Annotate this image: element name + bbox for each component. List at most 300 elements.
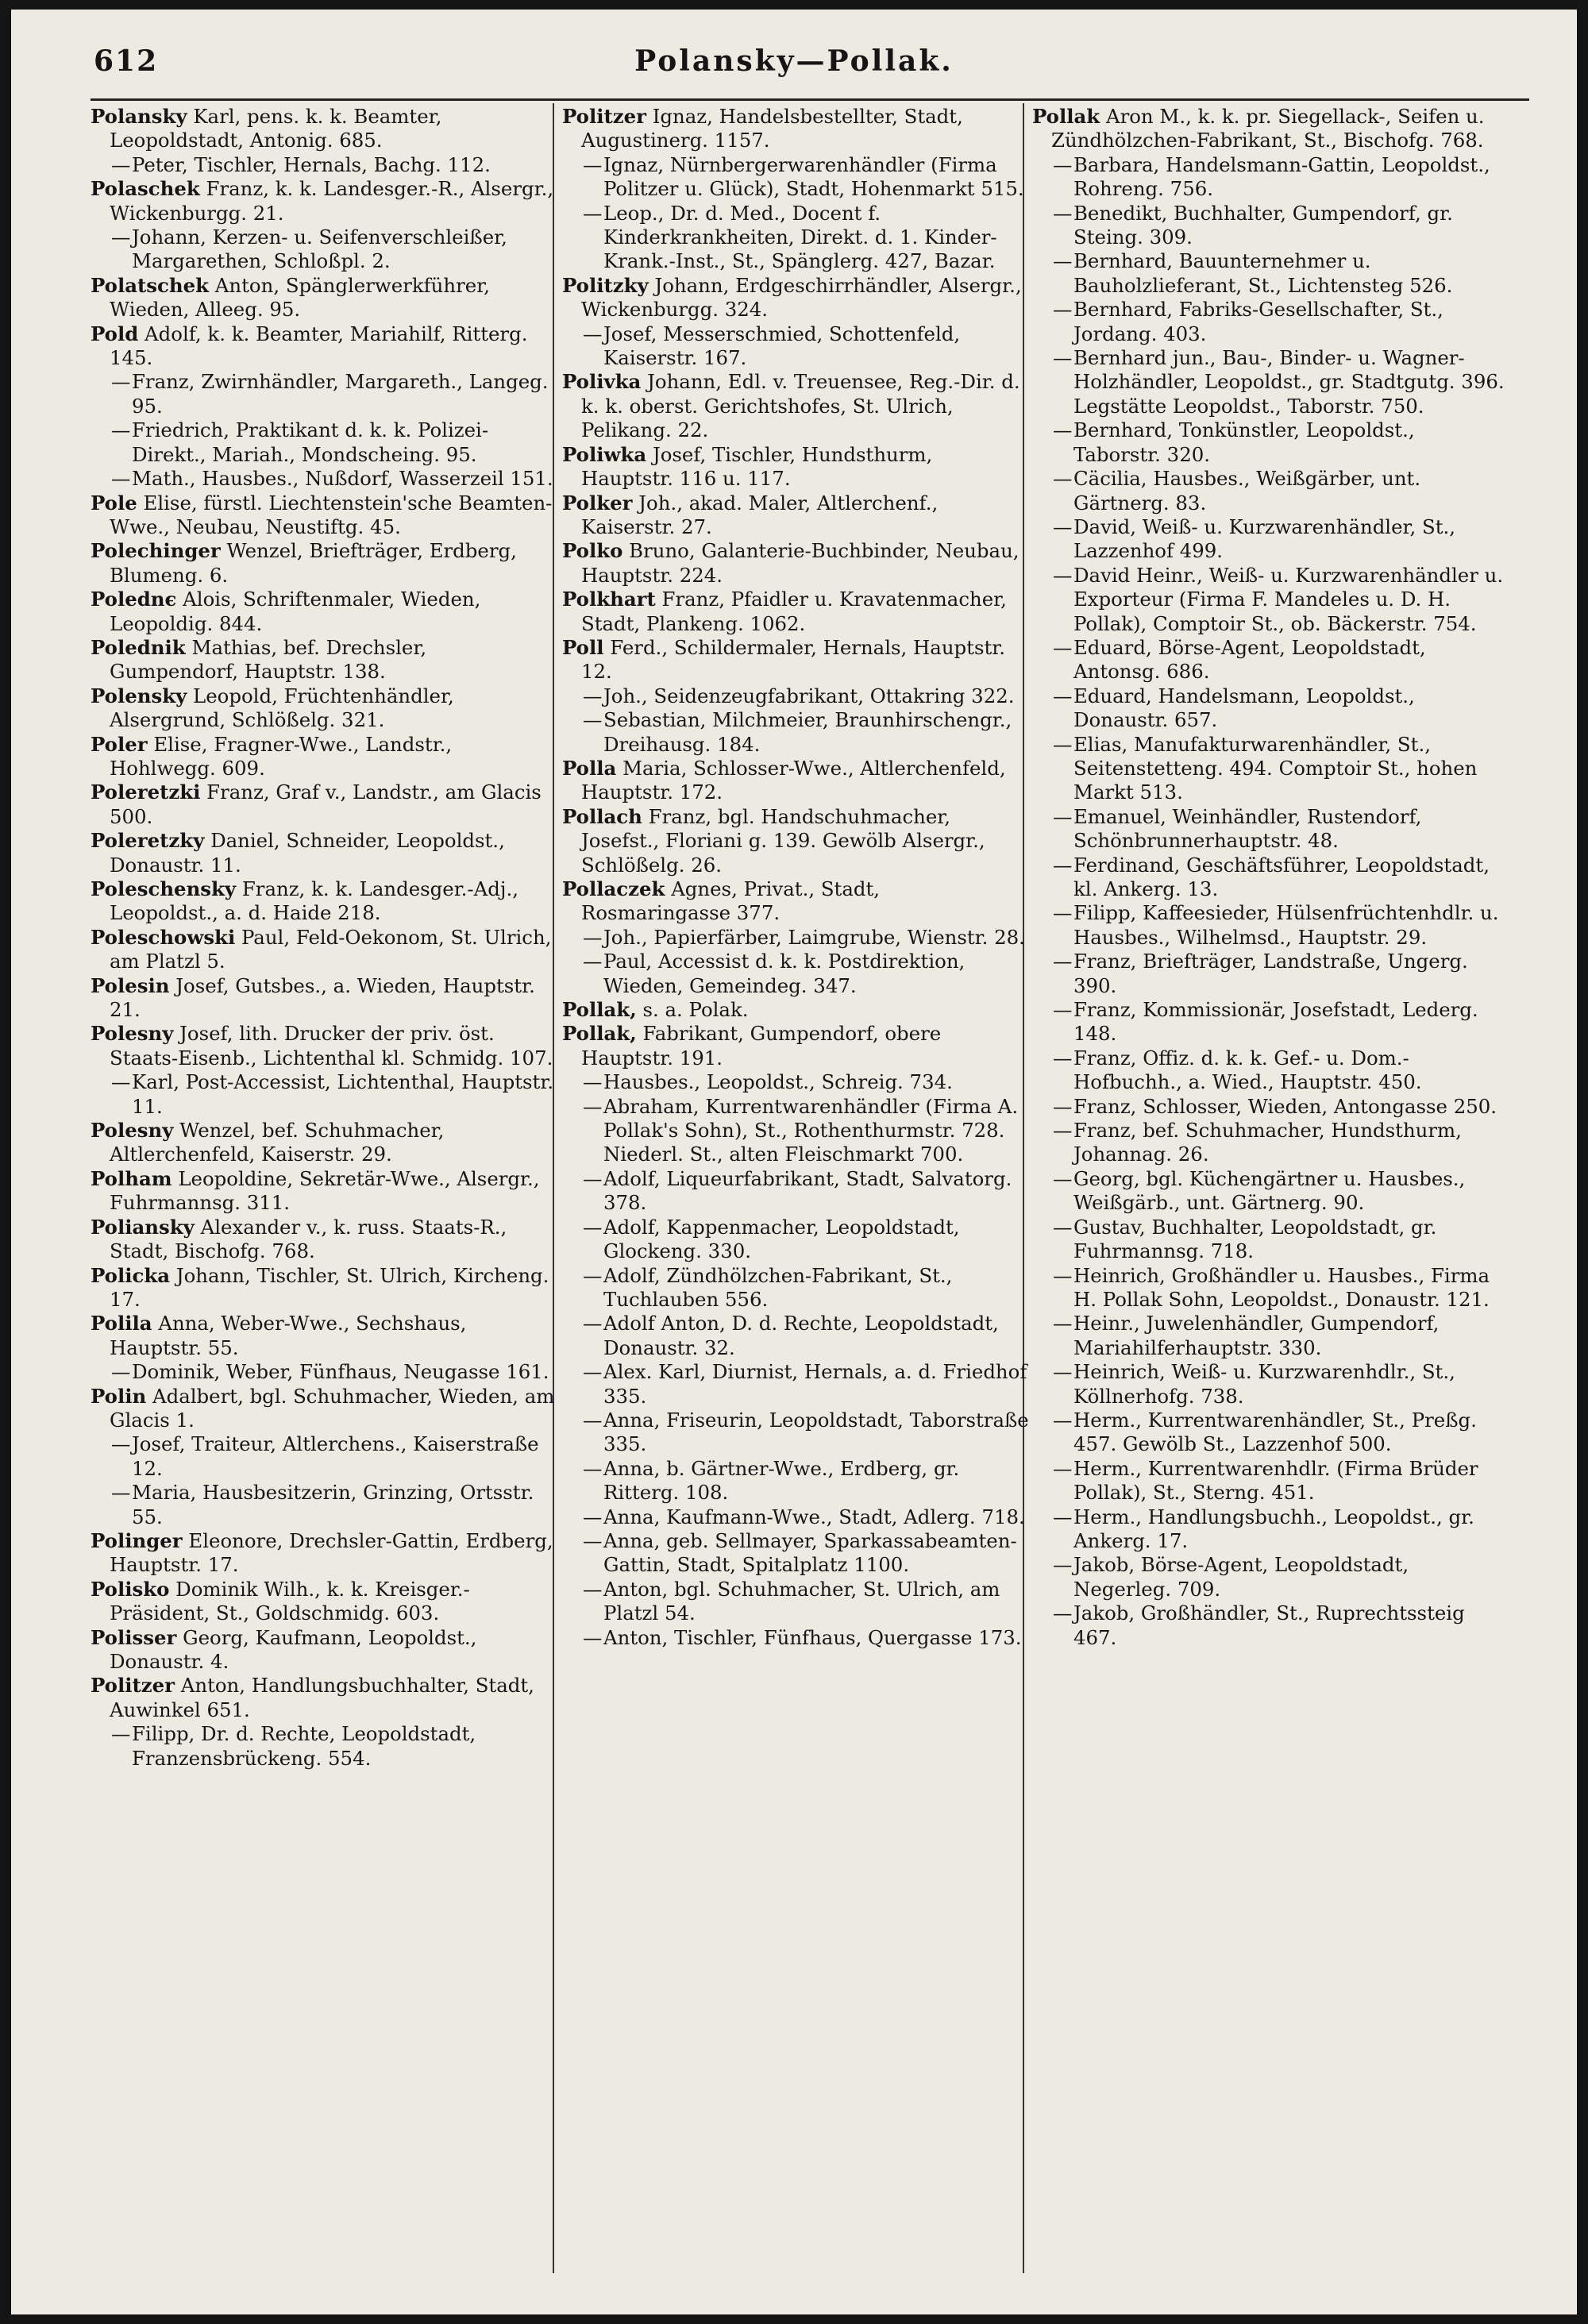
entry-details: Mathias, bef. Drechsler, Gumpendorf, Hauptstr. 138.	[110, 635, 427, 684]
ditto-dash: —	[1053, 152, 1073, 176]
entry-details: Eduard, Börse-Agent, Leopoldstadt, Antonsg. 686.	[1073, 635, 1426, 684]
directory-entry	[562, 757, 1031, 805]
directory-entry	[91, 1360, 559, 1384]
entry-details: Heinrich, Großhändler u. Hausbes., Firma H. Pollak Sohn, Leopoldst., Donaustr. 121.	[1073, 1263, 1490, 1311]
directory-entry	[1032, 1046, 1505, 1095]
directory-entry	[1032, 854, 1505, 902]
entry-details: Karl, Post-Accessist, Lichtenthal, Hauptstr. 11.	[132, 1070, 554, 1118]
directory-entry	[562, 926, 1031, 950]
ditto-dash: —	[1053, 1601, 1073, 1625]
directory-entry	[562, 105, 1031, 153]
entry-details: Wenzel, bef. Schuhmacher, Altlerchenfeld, Kaiserstr. 29.	[110, 1119, 445, 1166]
entry-details: Elise, Fragner-Wwe., Landstr., Hohlwegg. 609.	[110, 732, 453, 780]
entry-details: Johann, Edl. v. Treuensee, Reg.-Dir. d. k. k. oberst. Gerichtshofes, St. Ulrich, Pelikang. 22.	[581, 370, 1020, 442]
entry-details: Franz, Graf v., Landstr., am Glacis 500.	[110, 780, 542, 828]
entry-details: Anton, bgl. Schuhmacher, St. Ulrich, am Platzl 54.	[603, 1577, 1000, 1625]
directory-entry	[91, 1119, 559, 1167]
ditto-dash: —	[1053, 1046, 1073, 1070]
entry-details: Daniel, Schneider, Leopoldst., Donaustr. 11.	[110, 829, 505, 877]
directory-entry	[91, 974, 559, 1023]
ditto-dash: —	[1053, 732, 1073, 756]
entry-details: Ignaz, Nürnbergerwarenhändler (Firma Politzer u. Glück), Stadt, Hohenmarkt 515.	[603, 152, 1024, 201]
entry-surname: Polaschek	[91, 177, 200, 201]
ditto-dash: —	[1053, 1166, 1073, 1190]
entry-surname: Polin	[91, 1384, 147, 1408]
entry-details: Josef, Gutsbes., a. Wieden, Hauptstr. 21.	[110, 973, 535, 1022]
directory-entry	[1032, 564, 1505, 636]
entry-details: Ferdinand, Geschäftsführer, Leopoldstadt, kl. Ankerg. 13.	[1073, 853, 1490, 900]
entry-details: Paul, Accessist d. k. k. Postdirektion, Wieden, Gemeindeg. 347.	[603, 950, 966, 997]
ditto-dash: —	[111, 225, 131, 249]
ditto-dash: —	[1053, 249, 1073, 273]
entry-surname: Poleretzki	[91, 780, 201, 804]
directory-entry	[91, 636, 559, 684]
entry-details: Anna, Kaufmann-Wwe., Stadt, Adlerg. 718.	[603, 1505, 1025, 1528]
directory-entry	[1032, 1119, 1505, 1167]
entry-details: Franz, Briefträger, Landstraße, Ungerg. 390.	[1073, 950, 1468, 997]
directory-entry	[1032, 1360, 1505, 1409]
directory-entry	[1032, 998, 1505, 1046]
entry-surname: Polechinger	[91, 539, 221, 563]
entry-surname: Polatschek	[91, 273, 210, 297]
entry-details: Anna, Friseurin, Leopoldstadt, Taborstraße 335.	[603, 1408, 1029, 1456]
entry-details: Elias, Manufakturwarenhändler, St., Seitenstetteng. 494. Comptoir St., hohen Markt 513.	[1073, 732, 1478, 804]
ditto-dash: —	[111, 467, 131, 491]
entry-details: Johann, Tischler, St. Ulrich, Kircheng. 17.	[110, 1263, 549, 1311]
directory-column-1	[91, 105, 559, 1771]
entry-surname: Poliansky	[91, 1215, 195, 1239]
directory-entry	[91, 105, 559, 153]
directory-entry	[91, 1626, 559, 1675]
entry-details: Anton, Handlungsbuchhalter, Stadt, Auwinkel 651.	[110, 1674, 534, 1721]
entry-details: Aron M., k. k. pr. Siegellack-, Seifen u. Zündhölzchen-Fabrikant, St., Bischofg. 768.	[1051, 105, 1485, 152]
directory-entry	[562, 370, 1031, 442]
entry-details: Franz, bgl. Handschuhmacher, Josefst., Floriani g. 139. Gewölb Alsergr., Schlößelg. 26.	[581, 804, 985, 877]
entry-details: Adalbert, bgl. Schuhmacher, Wieden, am Glacis 1.	[110, 1384, 555, 1432]
directory-entry	[562, 950, 1031, 998]
directory-entry	[562, 708, 1031, 757]
directory-entry	[562, 684, 1031, 708]
ditto-dash: —	[1053, 901, 1073, 925]
directory-entry	[91, 1167, 559, 1216]
entry-details: Eduard, Handelsmann, Leopoldst., Donaustr. 657.	[1073, 684, 1415, 732]
ditto-dash: —	[583, 684, 603, 707]
ditto-dash: —	[583, 1528, 603, 1552]
directory-entry	[562, 202, 1031, 274]
directory-entry	[1032, 298, 1505, 346]
entry-details: Herm., Kurrentwarenhdlr. (Firma Brüder Pollak), St., Sterng. 451.	[1073, 1456, 1478, 1505]
ditto-dash: —	[1053, 563, 1073, 587]
ditto-dash: —	[583, 1215, 603, 1239]
directory-entry	[91, 1432, 559, 1481]
page-number: 612	[94, 44, 159, 78]
entry-details: Josef, Tischler, Hundsthurm, Hauptstr. 116 u. 117.	[581, 442, 933, 491]
entry-details: Heinr., Juwelenhändler, Gumpendorf, Mariahilferhauptstr. 330.	[1073, 1312, 1440, 1359]
entry-details: Ignaz, Handelsbestellter, Stadt, Augustinerg. 1157.	[581, 105, 963, 152]
entry-surname: Polkhart	[562, 588, 656, 611]
entry-details: Georg, bgl. Küchengärtner u. Hausbes., Weißgärb., unt. Gärtnerg. 90.	[1073, 1166, 1466, 1215]
directory-entry	[562, 1457, 1031, 1505]
ditto-dash: —	[583, 1505, 603, 1528]
directory-entry	[1032, 346, 1505, 418]
ditto-dash: —	[111, 418, 131, 442]
directory-entry	[562, 1264, 1031, 1312]
entry-surname: Polednik	[91, 635, 186, 659]
directory-entry	[562, 588, 1031, 636]
ditto-dash: —	[1053, 950, 1073, 973]
entry-details: Sebastian, Milchmeier, Braunhirschengr., Dreihausg. 184.	[603, 708, 1012, 756]
ditto-dash: —	[583, 152, 603, 176]
ditto-dash: —	[1053, 853, 1073, 877]
entry-surname: Polham	[91, 1166, 172, 1190]
ditto-dash: —	[583, 1625, 603, 1649]
directory-entry	[91, 780, 559, 829]
entry-details: Franz, Schlosser, Wieden, Antongasse 250.	[1073, 1094, 1497, 1118]
ditto-dash: —	[1053, 998, 1073, 1022]
entry-surname: Polensky	[91, 684, 187, 707]
directory-entry	[562, 1312, 1031, 1360]
ditto-dash: —	[1053, 418, 1073, 442]
directory-entry	[562, 1022, 1031, 1070]
entry-surname: Polivka	[562, 370, 642, 394]
directory-entry	[562, 1409, 1031, 1457]
directory-entry	[1032, 1264, 1505, 1312]
directory-entry	[1032, 1216, 1505, 1264]
entry-surname: Politzer	[91, 1674, 175, 1698]
directory-entry	[91, 1578, 559, 1626]
entry-details: Franz, Offiz. d. k. k. Gef.- u. Dom.-Hofbuchh., a. Wied., Hauptstr. 450.	[1073, 1046, 1422, 1094]
entry-details: Georg, Kaufmann, Leopoldst., Donaustr. 4.	[110, 1625, 477, 1673]
directory-entry	[562, 153, 1031, 202]
directory-entry	[1032, 467, 1505, 515]
ditto-dash: —	[583, 1094, 603, 1118]
entry-details: Alexander v., k. russ. Staats-R., Stadt, Bischofg. 768.	[110, 1215, 507, 1263]
entry-details: Adolf, Liqueurfabrikant, Stadt, Salvatorg. 378.	[603, 1166, 1012, 1215]
entry-surname: Pold	[91, 322, 139, 345]
entry-details: Herm., Kurrentwarenhändler, St., Preßg. 457. Gewölb St., Lazzenhof 500.	[1073, 1408, 1477, 1456]
entry-details: Wenzel, Briefträger, Erdberg, Blumeng. 6.	[110, 539, 517, 587]
entry-details: Benedikt, Buchhalter, Gumpendorf, gr. Steing. 309.	[1073, 201, 1453, 249]
directory-column-3	[1032, 105, 1505, 1650]
page-header	[11, 44, 1577, 84]
entry-details: Johann, Kerzen- u. Seifenverschleißer, Margarethen, Schloßpl. 2.	[132, 225, 507, 273]
entry-details: Joh., akad. Maler, Altlerchenf., Kaiserstr. 27.	[581, 491, 939, 538]
header-rule	[91, 98, 1529, 101]
entry-details: Bernhard, Fabriks-Gesellschafter, St., Jordang. 403.	[1073, 298, 1443, 345]
entry-details: Franz, bef. Schuhmacher, Hundsthurm, Johannag. 26.	[1073, 1119, 1462, 1166]
directory-entry	[91, 1722, 559, 1771]
directory-entry	[91, 491, 559, 540]
entry-details: Dominik Wilh., k. k. Kreisger.-Präsident, St., Goldschmidg. 603.	[110, 1577, 470, 1625]
directory-entry	[562, 539, 1031, 588]
directory-entry	[562, 1360, 1031, 1409]
entry-surname: Poleschensky	[91, 877, 237, 900]
directory-entry	[1032, 733, 1505, 805]
entry-details: Johann, Erdgeschirrhändler, Alsergr., Wickenburgg. 324.	[581, 273, 1022, 322]
directory-entry	[91, 322, 559, 371]
directory-entry	[1032, 1095, 1505, 1119]
ditto-dash: —	[583, 1166, 603, 1190]
ditto-dash: —	[1053, 804, 1073, 828]
entry-details: Elise, fürstl. Liechtenstein'sche Beamten-Wwe., Neubau, Neustiftg. 45.	[110, 491, 553, 538]
directory-entry	[562, 805, 1031, 877]
entry-details: Maria, Schlosser-Wwe., Altlerchenfeld, Hauptstr. 172.	[581, 756, 1006, 804]
entry-surname: Politzer	[562, 105, 646, 128]
directory-column-2	[562, 105, 1031, 1650]
directory-entry	[91, 418, 559, 467]
entry-details: Adolf, Zündhölzchen-Fabrikant, St., Tuchlauben 556.	[603, 1263, 953, 1311]
ditto-dash: —	[1053, 1408, 1073, 1432]
directory-entry	[91, 1674, 559, 1722]
entry-details: Fabrikant, Gumpendorf, obere Hauptstr. 191.	[581, 1022, 942, 1070]
directory-entry	[91, 1022, 559, 1070]
directory-entry	[1032, 153, 1505, 202]
ditto-dash: —	[583, 1456, 603, 1480]
entry-surname: Poleretzky	[91, 829, 205, 853]
entry-details: Heinrich, Weiß- u. Kurzwarenhdlr., St., Köllnerhofg. 738.	[1073, 1360, 1455, 1408]
directory-entry	[1032, 901, 1505, 950]
entry-details: Eleonore, Drechsler-Gattin, Erdberg, Hauptstr. 17.	[110, 1528, 553, 1577]
directory-entry	[562, 1529, 1031, 1578]
ditto-dash: —	[1053, 1215, 1073, 1239]
entry-surname: Polisser	[91, 1625, 177, 1649]
entry-surname: Pollaczek	[562, 877, 665, 900]
entry-surname: Politzky	[562, 273, 649, 297]
ditto-dash: —	[583, 1360, 603, 1384]
ditto-dash: —	[583, 322, 603, 345]
ditto-dash: —	[1053, 1553, 1073, 1577]
directory-entry	[562, 998, 1031, 1022]
ditto-dash: —	[1053, 1119, 1073, 1143]
entry-surname: Polko	[562, 539, 623, 563]
entry-details: Cäcilia, Hausbes., Weißgärber, unt. Gärtnerg. 83.	[1073, 467, 1421, 515]
directory-entry	[91, 1070, 559, 1119]
directory-entry	[562, 1070, 1031, 1094]
directory-entry	[91, 829, 559, 877]
entry-details: Filipp, Dr. d. Rechte, Leopoldstadt, Franzensbrückeng. 554.	[132, 1722, 476, 1770]
directory-entry	[91, 1529, 559, 1578]
directory-entry	[562, 1626, 1031, 1650]
directory-entry	[562, 1216, 1031, 1264]
ditto-dash: —	[111, 370, 131, 394]
directory-entry	[562, 322, 1031, 371]
entry-surname: Polinger	[91, 1528, 183, 1552]
entry-details: s. a. Polak.	[642, 998, 749, 1022]
directory-entry	[91, 274, 559, 322]
entry-surname: Poll	[562, 635, 604, 659]
ditto-dash: —	[583, 1408, 603, 1432]
directory-entry	[1032, 1167, 1505, 1216]
ditto-dash: —	[583, 925, 603, 949]
directory-entry	[562, 1505, 1031, 1529]
directory-entry	[91, 225, 559, 274]
entry-surname: Polesin	[91, 973, 170, 997]
ditto-dash: —	[111, 1481, 131, 1505]
directory-entry	[562, 274, 1031, 322]
entry-details: Math., Hausbes., Nußdorf, Wasserzeil 151.	[132, 467, 553, 491]
directory-entry	[91, 926, 559, 974]
entry-details: Franz, Kommissionär, Josefstadt, Lederg. 148.	[1073, 998, 1478, 1046]
ditto-dash: —	[1053, 201, 1073, 225]
directory-entry	[91, 1481, 559, 1529]
directory-entry	[562, 1095, 1031, 1167]
directory-entry	[1032, 1312, 1505, 1360]
directory-entry	[91, 1312, 559, 1360]
entry-details: Filipp, Kaffeesieder, Hülsenfrüchtenhdlr. u. Hausbes., Wilhelmsd., Hauptstr. 29.	[1073, 901, 1499, 949]
entry-surname: Pollak,	[562, 998, 637, 1022]
entry-details: Bernhard jun., Bau-, Binder- u. Wagner-Holzhändler, Leopoldst., gr. Stadtgutg. 396. Legstätte Leopoldst., Taborstr. 750.	[1073, 346, 1505, 418]
directory-entry	[1032, 1409, 1505, 1457]
directory-entry	[91, 153, 559, 177]
directory-entry	[91, 684, 559, 733]
entry-details: Paul, Feld-Oekonom, St. Ulrich, am Platzl 5.	[110, 925, 552, 973]
directory-entry	[91, 467, 559, 491]
entry-details: Leopoldine, Sekretär-Wwe., Alsergr., Fuhrmannsg. 311.	[110, 1166, 540, 1215]
entry-surname: Polesny	[91, 1119, 174, 1143]
entry-surname: Poler	[91, 732, 148, 756]
entry-details: Friedrich, Praktikant d. k. k. Polizei-Direkt., Mariah., Mondscheing. 95.	[132, 418, 489, 466]
directory-entry	[1032, 249, 1505, 298]
directory-entry	[91, 588, 559, 636]
entry-details: Josef, Messerschmied, Schottenfeld, Kaiserstr. 167.	[603, 322, 961, 370]
entry-details: Anna, Weber-Wwe., Sechshaus, Hauptstr. 55.	[110, 1312, 467, 1359]
directory-entry	[562, 1167, 1031, 1216]
directory-entry	[1032, 1553, 1505, 1601]
ditto-dash: —	[1053, 635, 1073, 659]
directory-entry	[1032, 684, 1505, 733]
ditto-dash: —	[1053, 298, 1073, 322]
directory-entry	[1032, 950, 1505, 998]
directory-entry	[91, 539, 559, 588]
ditto-dash: —	[111, 1432, 131, 1456]
ditto-dash: —	[1053, 1263, 1073, 1287]
entry-details: Karl, pens. k. k. Beamter, Leopoldstadt, Antonig. 685.	[110, 105, 442, 152]
entry-details: Emanuel, Weinhändler, Rustendorf, Schönbrunnerhauptstr. 48.	[1073, 804, 1422, 853]
entry-details: Josef, Traiteur, Altlerchens., Kaiserstraße 12.	[132, 1432, 539, 1480]
directory-entry	[91, 1385, 559, 1433]
entry-details: Anna, geb. Sellmayer, Sparkassabeamten-Gattin, Stadt, Spitalplatz 1100.	[603, 1528, 1017, 1577]
directory-entry	[1032, 805, 1505, 854]
directory-entry	[1032, 1505, 1505, 1554]
ditto-dash: —	[1053, 684, 1073, 707]
entry-details: Anna, b. Gärtner-Wwe., Erdberg, gr. Ritterg. 108.	[603, 1456, 960, 1505]
entry-details: Adolf, k. k. Beamter, Mariahilf, Ritterg. 145.	[110, 322, 528, 370]
entry-details: Peter, Tischler, Hernals, Bachg. 112.	[132, 152, 491, 176]
entry-surname: Polila	[91, 1312, 152, 1335]
entry-details: Dominik, Weber, Fünfhaus, Neugasse 161.	[132, 1360, 549, 1384]
entry-surname: Polesny	[91, 1022, 174, 1046]
directory-page	[11, 10, 1577, 2314]
entry-details: Adolf, Kappenmacher, Leopoldstadt, Glockeng. 330.	[603, 1215, 960, 1263]
directory-entry	[562, 491, 1031, 540]
ditto-dash: —	[1053, 467, 1073, 491]
ditto-dash: —	[111, 1070, 131, 1094]
ditto-dash: —	[1053, 1505, 1073, 1528]
entry-details: Alois, Schriftenmaler, Wieden, Leopoldig. 844.	[110, 588, 481, 635]
directory-entry	[1032, 1457, 1505, 1505]
entry-details: Agnes, Privat., Stadt, Rosmaringasse 377.	[581, 877, 881, 925]
entry-details: Franz, Zwirnhändler, Margareth., Langeg. 95.	[132, 370, 549, 418]
entry-surname: Polednє	[91, 588, 177, 611]
ditto-dash: —	[1053, 1360, 1073, 1384]
entry-details: Maria, Hausbesitzerin, Grinzing, Ortsstr. 55.	[132, 1481, 534, 1528]
entry-surname: Pollak	[1032, 105, 1100, 128]
ditto-dash: —	[1053, 515, 1073, 538]
entry-details: Franz, Pfaidler u. Kravatenmacher, Stadt, Plankeng. 1062.	[581, 588, 1007, 635]
directory-entry	[1032, 636, 1505, 684]
directory-entry	[562, 636, 1031, 684]
ditto-dash: —	[583, 1070, 603, 1094]
entry-details: Joh., Papierfärber, Laimgrube, Wienstr. 28.	[603, 925, 1025, 949]
entry-details: Bernhard, Tonkünstler, Leopoldst., Taborstr. 320.	[1073, 418, 1415, 466]
entry-surname: Polker	[562, 491, 633, 515]
entry-details: Josef, lith. Drucker der priv. öst. Staats-Eisenb., Lichtenthal kl. Schmidg. 107.	[110, 1022, 553, 1070]
entry-details: Hausbes., Leopoldst., Schreig. 734.	[603, 1070, 953, 1094]
ditto-dash: —	[583, 1312, 603, 1335]
entry-details: Alex. Karl, Diurnist, Hernals, a. d. Friedhof 335.	[603, 1360, 1027, 1408]
ditto-dash: —	[1053, 1312, 1073, 1335]
entry-details: Joh., Seidenzeugfabrikant, Ottakring 322.	[603, 684, 1015, 707]
entry-details: Adolf Anton, D. d. Rechte, Leopoldstadt, Donaustr. 32.	[603, 1312, 999, 1359]
entry-details: Bernhard, Bauunternehmer u. Bauholzlieferant, St., Lichtensteg 526.	[1073, 249, 1453, 297]
ditto-dash: —	[583, 1577, 603, 1601]
directory-entry	[1032, 418, 1505, 467]
entry-details: Abraham, Kurrentwarenhändler (Firma A. Pollak's Sohn), St., Rothenthurmstr. 728. Niederl. St., alten Fleischmarkt 700.	[603, 1094, 1019, 1166]
entry-details: Leopold, Früchtenhändler, Alsergrund, Schlößelg. 321.	[110, 684, 454, 732]
entry-details: Barbara, Handelsmann-Gattin, Leopoldst., Rohreng. 756.	[1073, 152, 1490, 201]
directory-entry	[562, 877, 1031, 926]
ditto-dash: —	[111, 1360, 131, 1384]
entry-surname: Poleschowski	[91, 925, 236, 949]
directory-entry	[562, 1578, 1031, 1626]
directory-entry	[91, 733, 559, 781]
directory-entry	[1032, 105, 1505, 153]
entry-details: Leop., Dr. d. Med., Docent f. Kinderkrankheiten, Direkt. d. 1. Kinder-Krank.-Inst., St., Spänglerg. 427, Bazar.	[603, 201, 997, 273]
ditto-dash: —	[111, 1722, 131, 1746]
entry-details: David Heinr., Weiß- u. Kurzwarenhändler u. Exporteur (Firma F. Mandeles u. D. H. Pollak), Comptoir St., ob. Bäckerstr. 754.	[1073, 563, 1504, 635]
entry-surname: Polansky	[91, 105, 187, 128]
directory-entry	[562, 443, 1031, 491]
entry-details: Anton, Spänglerwerkführer, Wieden, Alleeg. 95.	[110, 273, 490, 322]
directory-entry	[91, 877, 559, 926]
directory-entry	[91, 370, 559, 418]
directory-entry	[91, 1264, 559, 1312]
entry-surname: Policka	[91, 1263, 171, 1287]
ditto-dash: —	[111, 152, 131, 176]
directory-entry	[1032, 1601, 1505, 1650]
entry-surname: Polisko	[91, 1577, 170, 1601]
entry-details: Bruno, Galanterie-Buchbinder, Neubau, Hauptstr. 224.	[581, 539, 1019, 587]
entry-surname: Polla	[562, 756, 617, 780]
directory-entry	[91, 1216, 559, 1264]
entry-surname: Pole	[91, 491, 137, 515]
ditto-dash: —	[1053, 1456, 1073, 1480]
directory-entry	[1032, 515, 1505, 564]
ditto-dash: —	[1053, 346, 1073, 370]
ditto-dash: —	[583, 708, 603, 732]
directory-entry	[1032, 202, 1505, 250]
entry-details: Jakob, Großhändler, St., Ruprechtssteig 467.	[1073, 1601, 1465, 1649]
entry-details: Herm., Handlungsbuchh., Leopoldst., gr. Ankerg. 17.	[1073, 1505, 1474, 1552]
entry-details: Jakob, Börse-Agent, Leopoldstadt, Negerleg. 709.	[1073, 1553, 1409, 1601]
ditto-dash: —	[583, 201, 603, 225]
entry-surname: Pollach	[562, 804, 642, 828]
entry-details: David, Weiß- u. Kurzwarenhändler, St., Lazzenhof 499.	[1073, 515, 1456, 563]
ditto-dash: —	[583, 950, 603, 973]
entry-details: Franz, k. k. Landesger.-Adj., Leopoldst., a. d. Haide 218.	[110, 877, 518, 925]
entry-details: Ferd., Schildermaler, Hernals, Hauptstr. 12.	[581, 635, 1006, 684]
entry-surname: Poliwka	[562, 442, 647, 466]
